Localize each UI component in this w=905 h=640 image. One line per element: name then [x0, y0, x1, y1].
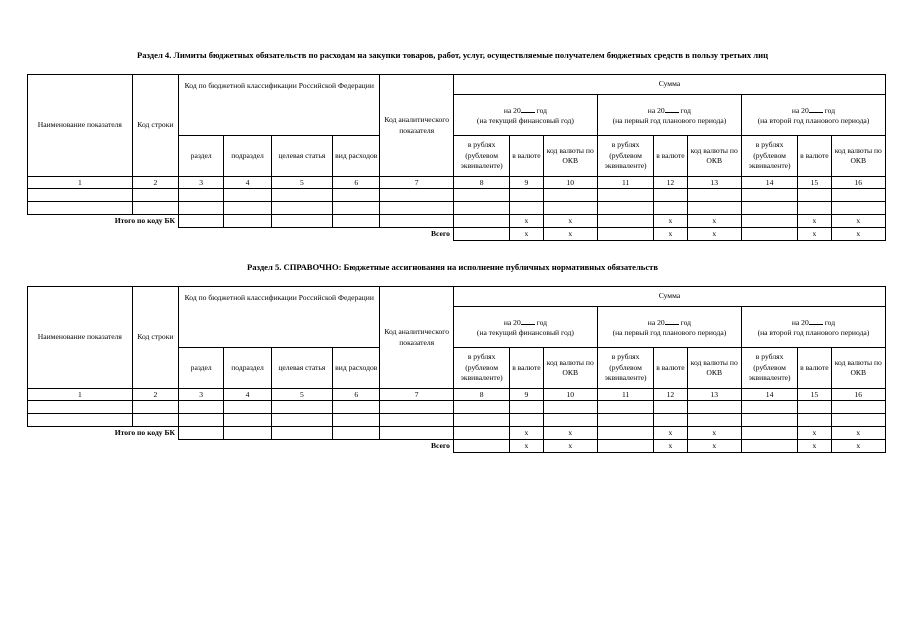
total-cell[interactable] [179, 427, 224, 440]
column-number: 5 [271, 389, 332, 401]
header-currency: в валюте [510, 348, 543, 389]
x-mark: x [687, 228, 741, 241]
data-cell[interactable] [831, 189, 885, 202]
x-mark: x [798, 215, 831, 228]
data-cell[interactable] [453, 202, 509, 215]
x-mark: x [654, 440, 687, 453]
data-cell[interactable] [687, 401, 741, 414]
header-year-current [453, 307, 597, 348]
total-all-label: Всего [430, 441, 450, 450]
header-name: Наименование показателя [28, 75, 133, 177]
column-number: 16 [831, 177, 885, 189]
column-number: 2 [132, 177, 178, 189]
year-caption: (на первый год планового периода) [612, 328, 727, 337]
column-number: 2 [132, 389, 178, 401]
header-expense-type: вид расходов [333, 136, 380, 177]
data-cell[interactable] [687, 202, 741, 215]
header-currency: в валюте [654, 348, 687, 389]
data-cell[interactable] [510, 189, 543, 202]
x-mark: x [687, 440, 741, 453]
x-mark: x [510, 427, 543, 440]
header-rubles: в рублях (рублевом эквиваленте) [453, 348, 509, 389]
total-cell[interactable] [271, 215, 332, 228]
data-cell[interactable] [132, 414, 178, 427]
header-rubles: в рублях (рублевом эквиваленте) [597, 136, 653, 177]
data-cell[interactable] [831, 202, 885, 215]
total-cell[interactable] [597, 440, 653, 453]
header-podrazdel: подраздел [224, 348, 271, 389]
header-okv: код валюты по ОКВ [687, 348, 741, 389]
data-cell[interactable] [380, 189, 454, 202]
header-analytic-code: Код аналитического показателя [380, 75, 454, 177]
year-caption: (на первый год планового периода) [612, 116, 727, 125]
x-mark: x [831, 215, 885, 228]
data-cell[interactable] [741, 401, 797, 414]
total-cell[interactable] [224, 427, 271, 440]
x-mark: x [510, 440, 543, 453]
column-number: 9 [510, 177, 543, 189]
data-cell[interactable] [510, 414, 543, 427]
header-analytic-code: Код аналитического показателя [380, 287, 454, 389]
data-cell[interactable] [224, 189, 271, 202]
x-mark: x [510, 228, 543, 241]
data-cell[interactable] [28, 202, 133, 215]
table-row [28, 414, 886, 427]
header-year-current [453, 95, 597, 136]
x-mark: x [543, 215, 597, 228]
data-cell[interactable] [597, 401, 653, 414]
header-bk-code: Код по бюджетной классификации Российской Федерации [179, 287, 380, 348]
column-number: 10 [543, 389, 597, 401]
total-cell[interactable] [453, 427, 509, 440]
header-razdel: раздел [179, 136, 224, 177]
header-okv: код валюты по ОКВ [687, 136, 741, 177]
x-mark: x [831, 440, 885, 453]
table-row [28, 401, 886, 414]
x-mark: x [831, 427, 885, 440]
data-cell[interactable] [798, 189, 831, 202]
year-prefix: на 20 [503, 317, 521, 327]
column-number: 13 [687, 177, 741, 189]
data-cell[interactable] [687, 414, 741, 427]
x-mark: x [798, 228, 831, 241]
year-prefix: на 20 [791, 317, 809, 327]
total-all-row [28, 228, 886, 241]
header-currency: в валюте [654, 136, 687, 177]
header-row-code: Код строки [132, 75, 178, 177]
header-rubles: в рублях (рублевом эквиваленте) [741, 348, 797, 389]
data-cell[interactable] [453, 414, 509, 427]
section5-title: Раздел 5. СПРАВОЧНО: Бюджетные ассигнования на исполнение публичных нормативных обязательств [246, 262, 659, 272]
data-cell[interactable] [798, 414, 831, 427]
column-number: 8 [453, 389, 509, 401]
total-all-label: Всего [430, 229, 450, 238]
column-number: 12 [654, 177, 687, 189]
data-cell[interactable] [543, 202, 597, 215]
header-target: целевая статья [271, 136, 332, 177]
total-cell[interactable] [597, 427, 653, 440]
total-all-row [28, 440, 886, 453]
column-number: 10 [543, 177, 597, 189]
column-number: 3 [179, 177, 224, 189]
data-cell[interactable] [224, 414, 271, 427]
data-cell[interactable] [28, 401, 133, 414]
total-cell[interactable] [741, 215, 797, 228]
table-row [28, 202, 886, 215]
data-cell[interactable] [831, 414, 885, 427]
data-cell[interactable] [179, 202, 224, 215]
year-blank-field [521, 104, 535, 113]
year-caption: (на второй год планового периода) [757, 328, 870, 337]
data-cell[interactable] [333, 414, 380, 427]
year-suffix: год [680, 105, 692, 115]
year-caption: (на второй год планового периода) [757, 116, 870, 125]
x-mark: x [687, 427, 741, 440]
column-number: 7 [380, 177, 454, 189]
total-cell[interactable] [741, 228, 797, 241]
header-rubles: в рублях (рублевом эквиваленте) [597, 348, 653, 389]
x-mark: x [798, 427, 831, 440]
section4-title: Раздел 4. Лимиты бюджетных обязательств по расходам на закупки товаров, работ, услуг, осуществляемые получателем бюджетных средств в пользу третьих лиц [136, 50, 769, 60]
data-cell[interactable] [453, 401, 509, 414]
data-cell[interactable] [510, 202, 543, 215]
column-number: 8 [453, 177, 509, 189]
data-cell[interactable] [224, 401, 271, 414]
column-number: 4 [224, 389, 271, 401]
column-number: 3 [179, 389, 224, 401]
data-cell[interactable] [831, 401, 885, 414]
data-cell[interactable] [597, 202, 653, 215]
total-cell[interactable] [453, 440, 509, 453]
data-cell[interactable] [380, 414, 454, 427]
total-cell[interactable] [453, 215, 509, 228]
header-rubles: в рублях (рублевом эквиваленте) [741, 136, 797, 177]
data-cell[interactable] [179, 189, 224, 202]
total-cell[interactable] [333, 427, 380, 440]
data-cell[interactable] [798, 401, 831, 414]
x-mark: x [543, 228, 597, 241]
section4-table [27, 74, 886, 241]
column-number: 14 [741, 177, 797, 189]
column-number: 6 [333, 177, 380, 189]
data-cell[interactable] [510, 401, 543, 414]
column-number: 6 [333, 389, 380, 401]
data-cell[interactable] [543, 414, 597, 427]
column-number: 11 [597, 389, 653, 401]
data-cell[interactable] [132, 202, 178, 215]
year-prefix: на 20 [647, 105, 665, 115]
total-cell[interactable] [380, 215, 454, 228]
data-cell[interactable] [687, 189, 741, 202]
column-number: 5 [271, 177, 332, 189]
header-podrazdel: подраздел [224, 136, 271, 177]
data-cell[interactable] [741, 202, 797, 215]
data-cell[interactable] [654, 189, 687, 202]
year-blank-field [809, 104, 823, 113]
year-prefix: на 20 [791, 105, 809, 115]
data-cell[interactable] [741, 414, 797, 427]
data-cell[interactable] [654, 414, 687, 427]
data-cell[interactable] [28, 189, 133, 202]
data-cell[interactable] [453, 189, 509, 202]
data-cell[interactable] [543, 189, 597, 202]
total-bk-row [28, 427, 886, 440]
x-mark: x [831, 228, 885, 241]
data-cell[interactable] [597, 414, 653, 427]
data-cell[interactable] [380, 401, 454, 414]
data-cell[interactable] [654, 202, 687, 215]
column-number: 12 [654, 389, 687, 401]
year-suffix: год [824, 317, 836, 327]
data-cell[interactable] [597, 189, 653, 202]
header-okv: код валюты по ОКВ [831, 136, 885, 177]
header-target: целевая статья [271, 348, 332, 389]
total-cell[interactable] [597, 215, 653, 228]
total-cell[interactable] [380, 427, 454, 440]
year-suffix: год [536, 105, 548, 115]
column-number: 14 [741, 389, 797, 401]
total-cell[interactable] [453, 228, 509, 241]
x-mark: x [654, 215, 687, 228]
column-number: 1 [28, 389, 133, 401]
header-name: Наименование показателя [28, 287, 133, 389]
data-cell[interactable] [132, 189, 178, 202]
column-number: 4 [224, 177, 271, 189]
total-bk-label: Итого по коду БК [114, 428, 176, 437]
header-sum: Сумма [453, 75, 885, 95]
header-currency: в валюте [798, 348, 831, 389]
column-number: 13 [687, 389, 741, 401]
total-cell[interactable] [179, 215, 224, 228]
x-mark: x [798, 440, 831, 453]
data-cell[interactable] [28, 414, 133, 427]
data-cell[interactable] [271, 414, 332, 427]
x-mark: x [654, 427, 687, 440]
column-number: 16 [831, 389, 885, 401]
column-number: 15 [798, 389, 831, 401]
year-prefix: на 20 [503, 105, 521, 115]
data-cell[interactable] [179, 414, 224, 427]
total-cell[interactable] [224, 215, 271, 228]
column-number: 1 [28, 177, 133, 189]
year-suffix: год [680, 317, 692, 327]
total-cell[interactable] [597, 228, 653, 241]
year-caption: (на текущий финансовый год) [476, 116, 574, 125]
year-suffix: год [824, 105, 836, 115]
total-cell[interactable] [333, 215, 380, 228]
header-expense-type: вид расходов [333, 348, 380, 389]
header-year-second [741, 95, 885, 136]
x-mark: x [543, 427, 597, 440]
header-row-code: Код строки [132, 287, 178, 389]
year-blank-field [521, 316, 535, 325]
table-row [28, 189, 886, 202]
x-mark: x [510, 215, 543, 228]
data-cell[interactable] [654, 401, 687, 414]
year-blank-field [809, 316, 823, 325]
header-okv: код валюты по ОКВ [543, 348, 597, 389]
header-year-first [597, 307, 741, 348]
data-cell[interactable] [333, 401, 380, 414]
column-number: 7 [380, 389, 454, 401]
data-cell[interactable] [271, 202, 332, 215]
x-mark: x [687, 215, 741, 228]
data-cell[interactable] [179, 401, 224, 414]
x-mark: x [543, 440, 597, 453]
header-year-second [741, 307, 885, 348]
header-okv: код валюты по ОКВ [831, 348, 885, 389]
header-currency: в валюте [510, 136, 543, 177]
header-bk-code: Код по бюджетной классификации Российской Федерации [179, 75, 380, 136]
data-cell[interactable] [798, 202, 831, 215]
header-year-first [597, 95, 741, 136]
data-cell[interactable] [271, 189, 332, 202]
data-cell[interactable] [741, 189, 797, 202]
data-cell[interactable] [271, 401, 332, 414]
column-number: 15 [798, 177, 831, 189]
data-cell[interactable] [380, 202, 454, 215]
x-mark: x [654, 228, 687, 241]
header-sum: Сумма [453, 287, 885, 307]
total-cell[interactable] [741, 427, 797, 440]
year-blank-field [665, 104, 679, 113]
total-cell[interactable] [271, 427, 332, 440]
data-cell[interactable] [333, 189, 380, 202]
header-rubles: в рублях (рублевом эквиваленте) [453, 136, 509, 177]
year-suffix: год [536, 317, 548, 327]
year-blank-field [665, 316, 679, 325]
year-caption: (на текущий финансовый год) [476, 328, 574, 337]
data-cell[interactable] [333, 202, 380, 215]
header-okv: код валюты по ОКВ [543, 136, 597, 177]
total-bk-row [28, 215, 886, 228]
data-cell[interactable] [224, 202, 271, 215]
column-number: 9 [510, 389, 543, 401]
total-cell[interactable] [741, 440, 797, 453]
section5-table [27, 286, 886, 453]
header-currency: в валюте [798, 136, 831, 177]
header-razdel: раздел [179, 348, 224, 389]
data-cell[interactable] [132, 401, 178, 414]
total-bk-label: Итого по коду БК [114, 216, 176, 225]
column-number: 11 [597, 177, 653, 189]
data-cell[interactable] [543, 401, 597, 414]
year-prefix: на 20 [647, 317, 665, 327]
